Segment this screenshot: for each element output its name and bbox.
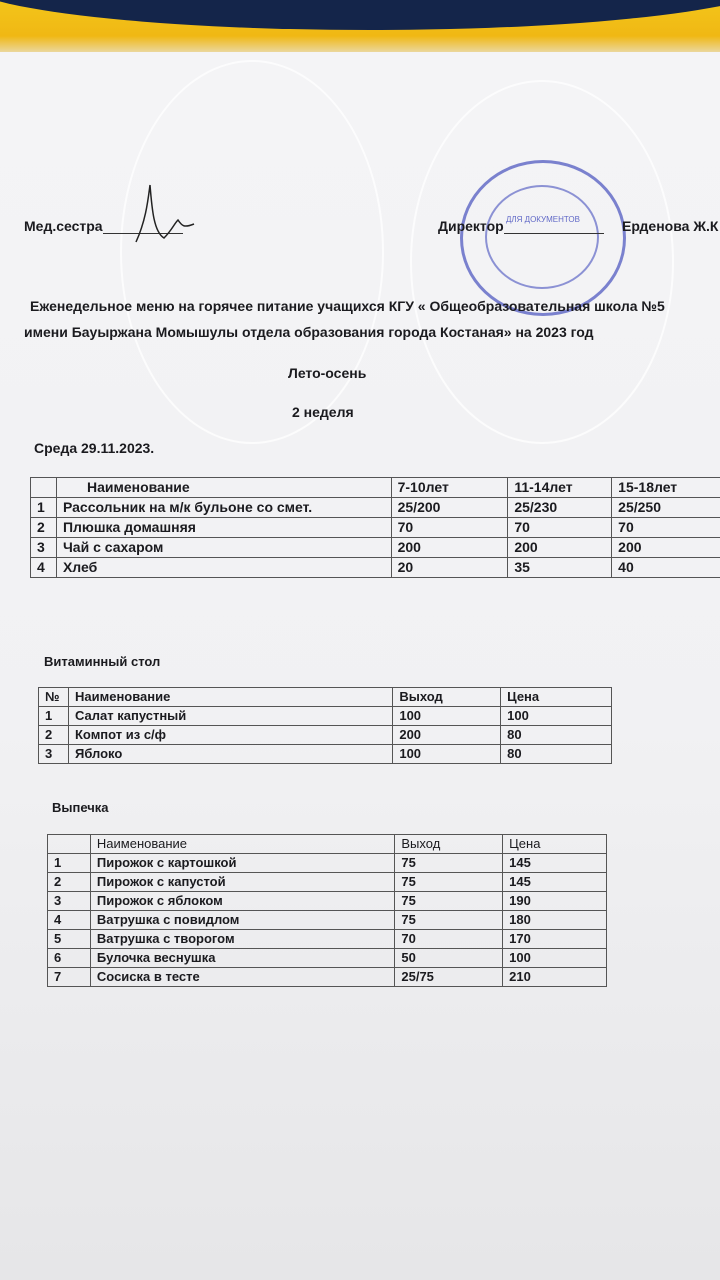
table-cell: Компот из с/ф [68,726,392,745]
official-stamp [460,160,626,316]
bakery-table [47,834,607,987]
table-cell: 25/230 [508,498,612,518]
table-cell: 200 [391,538,508,558]
table-cell: Плюшка домашняя [56,518,391,538]
table-cell: 2 [31,518,57,538]
week-label: 2 неделя [292,404,354,420]
table-cell: 5 [48,930,91,949]
table-header-cell: 7-10лет [391,478,508,498]
table-cell: 100 [393,745,501,764]
table-cell: 80 [501,745,612,764]
table-row [48,854,607,873]
table-cell: 4 [48,911,91,930]
table-cell: 75 [395,873,503,892]
table-cell: 40 [612,558,720,578]
table-header-cell [48,835,91,854]
table-cell: 35 [508,558,612,578]
table-cell: 75 [395,854,503,873]
table-cell: Чай с сахаром [56,538,391,558]
table-cell: 70 [395,930,503,949]
table-cell: 3 [39,745,69,764]
table-cell: 50 [395,949,503,968]
table-cell: 145 [503,854,607,873]
table-cell: 2 [39,726,69,745]
table-row [48,930,607,949]
table-cell: 100 [501,707,612,726]
table-header-cell: Выход [395,835,503,854]
table-cell: 100 [393,707,501,726]
table-row [48,911,607,930]
table-cell: Пирожок с картошкой [90,854,394,873]
table-cell: Рассольник на м/к бульоне со смет. [56,498,391,518]
table-cell: 4 [31,558,57,578]
table-header-cell: Наименование [68,688,392,707]
table-cell: 100 [503,949,607,968]
table-cell: 180 [503,911,607,930]
table-cell: 70 [508,518,612,538]
stamp-text: ДЛЯ ДОКУМЕНТОВ [505,215,580,224]
table-header-cell: Выход [393,688,501,707]
table-cell: 1 [48,854,91,873]
table-cell: Пирожок с яблоком [90,892,394,911]
table-cell: Салат капустный [68,707,392,726]
table-cell: 200 [508,538,612,558]
table-cell: 1 [31,498,57,518]
table-cell: 200 [612,538,720,558]
vitamin-table [38,687,612,764]
date-label: Среда 29.11.2023. [34,440,155,456]
official-stamp-inner-ring [485,185,599,289]
table-row [31,518,720,538]
table-cell: Ватрушка с творогом [90,930,394,949]
vitamin-section-title: Витаминный стол [44,654,161,669]
table-cell: 6 [48,949,91,968]
table-cell: 7 [48,968,91,987]
table-cell: Яблоко [68,745,392,764]
document-title-line1: Еженедельное меню на горячее питание учащихся КГУ « Общеобразовательная школа №5 [30,298,665,314]
table-row [39,707,612,726]
table-cell: 70 [391,518,508,538]
table-header-row [48,835,607,854]
table-row [31,538,720,558]
signature-line [504,219,604,234]
table-header-row [39,688,612,707]
director-label: Директор [438,218,504,234]
table-cell: 25/200 [391,498,508,518]
table-cell: 25/75 [395,968,503,987]
table-cell: 145 [503,873,607,892]
table-cell: 2 [48,873,91,892]
table-cell: Ватрушка с повидлом [90,911,394,930]
table-header-cell: Цена [501,688,612,707]
table-header-cell: 15-18лет [612,478,720,498]
table-row [48,873,607,892]
table-row [48,968,607,987]
bakery-section-title: Выпечка [52,800,109,815]
table-cell: 170 [503,930,607,949]
table-cell: 80 [501,726,612,745]
table-cell: Хлеб [56,558,391,578]
document-title-line2: имени Бауыржана Момышулы отдела образования города Костаная» на 2023 год [24,324,594,340]
table-header-cell: 11-14лет [508,478,612,498]
table-cell: 1 [39,707,69,726]
table-row [39,745,612,764]
table-row [31,498,720,518]
table-row [39,726,612,745]
table-header-cell: № [39,688,69,707]
table-cell: 20 [391,558,508,578]
table-header-cell: Наименование [90,835,394,854]
table-cell: 3 [31,538,57,558]
table-cell: 70 [612,518,720,538]
season-label: Лето-осень [288,365,367,381]
director-signature [438,218,604,234]
table-row [48,949,607,968]
table-row [31,558,720,578]
table-cell: 3 [48,892,91,911]
table-cell: 210 [503,968,607,987]
table-header-cell [31,478,57,498]
table-cell: Сосиска в тесте [90,968,394,987]
table-cell: 75 [395,892,503,911]
table-header-row [31,478,720,498]
table-header-cell: Цена [503,835,607,854]
table-cell: Булочка веснушка [90,949,394,968]
table-cell: 25/250 [612,498,720,518]
director-name: Ерденова Ж.К [622,218,719,234]
nurse-signature-scribble [128,180,198,260]
main-menu-table [30,477,720,578]
table-cell: Пирожок с капустой [90,873,394,892]
table-header-cell: Наименование [56,478,391,498]
table-cell: 75 [395,911,503,930]
table-row [48,892,607,911]
table-cell: 200 [393,726,501,745]
nurse-label: Мед.сестра [24,218,103,234]
table-cell: 190 [503,892,607,911]
